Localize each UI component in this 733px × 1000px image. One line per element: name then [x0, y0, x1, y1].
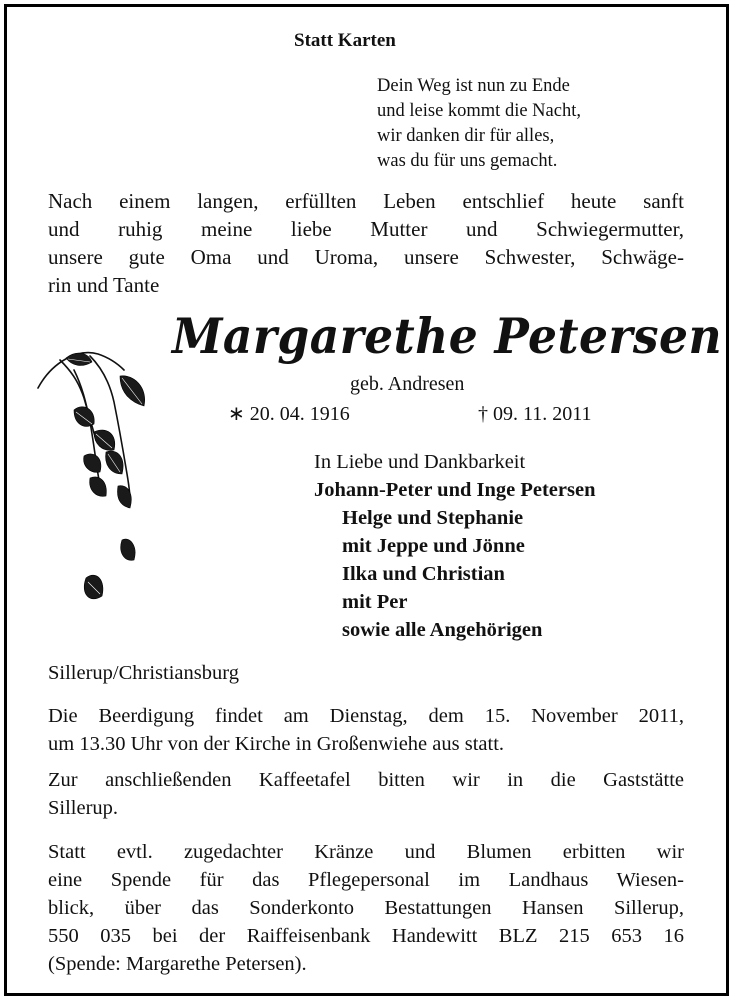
- donation-line: eine Spende für das Pflegepersonal im Landhaus Wiesen-: [48, 869, 684, 891]
- coffee-line: Zur anschließenden Kaffeetafel bitten wir in die Gaststätte: [48, 769, 684, 791]
- maiden-name: geb. Andresen: [350, 373, 465, 395]
- mourner-name: mit Per: [342, 591, 408, 613]
- birch-branch-icon: [30, 340, 160, 630]
- poem-line: was du für uns gemacht.: [377, 151, 558, 171]
- intro-line: rin und Tante: [48, 273, 160, 297]
- deceased-name: Margarethe Petersen: [172, 307, 723, 365]
- funeral-line: um 13.30 Uhr von der Kirche in Großenwiehe aus statt.: [48, 733, 505, 755]
- mourner-name: Ilka und Christian: [342, 563, 505, 585]
- intro-line: und ruhig meine liebe Mutter und Schwiegermutter,: [48, 217, 684, 241]
- place: Sillerup/Christiansburg: [48, 662, 239, 684]
- birth-date: ∗ 20. 04. 1916: [228, 403, 350, 425]
- poem-line: wir danken dir für alles,: [377, 126, 555, 146]
- death-date: † 09. 11. 2011: [478, 403, 592, 425]
- coffee-line: Sillerup.: [48, 797, 119, 819]
- funeral-line: Die Beerdigung findet am Dienstag, dem 15. November 2011,: [48, 705, 684, 727]
- mourner-name: mit Jeppe und Jönne: [342, 535, 525, 557]
- intro-line: Nach einem langen, erfüllten Leben entschlief heute sanft: [48, 189, 684, 213]
- donation-line: (Spende: Margarethe Petersen).: [48, 953, 307, 975]
- intro-line: unsere gute Oma und Uroma, unsere Schwester, Schwäge-: [48, 245, 684, 269]
- mourner-name: Johann-Peter und Inge Petersen: [314, 479, 596, 501]
- donation-line: 550 035 bei der Raiffeisenbank Handewitt BLZ 215 653 16: [48, 925, 684, 947]
- mourner-name: sowie alle Angehörigen: [342, 619, 543, 641]
- poem-line: und leise kommt die Nacht,: [377, 101, 581, 121]
- donation-line: Statt evtl. zugedachter Kränze und Blumen erbitten wir: [48, 841, 684, 863]
- mourner-name: Helge und Stephanie: [342, 507, 524, 529]
- poem-line: Dein Weg ist nun zu Ende: [377, 76, 570, 96]
- mourners-intro: In Liebe und Dankbarkeit: [314, 451, 526, 473]
- donation-line: blick, über das Sonderkonto Bestattungen Hansen Sillerup,: [48, 897, 684, 919]
- header-title: Statt Karten: [294, 30, 396, 51]
